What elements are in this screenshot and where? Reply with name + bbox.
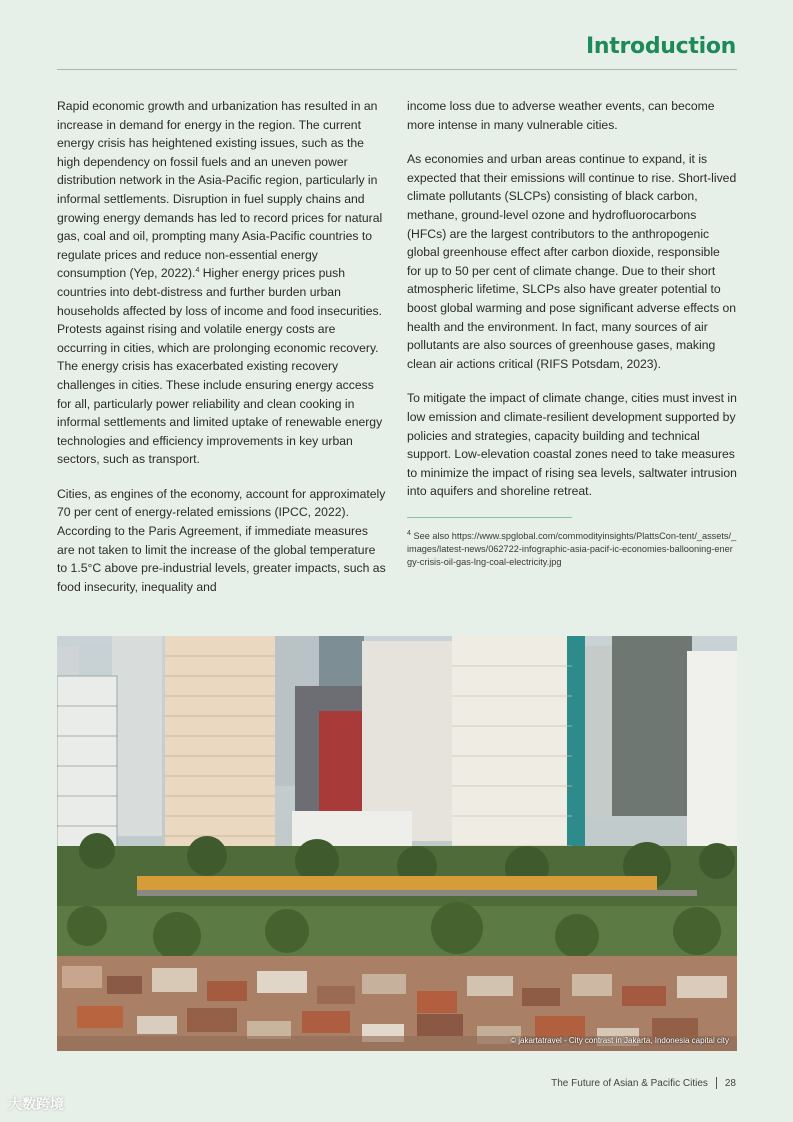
footnote — [407, 530, 737, 570]
city-photo — [57, 636, 737, 1051]
footnote-mark: 4 — [407, 529, 411, 537]
right-paragraph-3: To mitigate the impact of climate change, cities must invest in low emission and climate-resilient development supported by policies and strategies, capacity building and technical support. Low-elevation coastal zones need to take measures to minimize the impact of rising sea levels, saltwater intrusion into aquifers and shoreline retreat. — [407, 391, 737, 499]
page-number: 28 — [724, 1077, 736, 1089]
footnote-reference[interactable]: 4 — [195, 267, 200, 275]
publication-title: The Future of Asian & Pacific Cities — [551, 1077, 708, 1089]
header-divider — [57, 69, 737, 70]
left-paragraph-1b: Higher energy prices push countries into debt-distress and further burden urban households affected by loss of income and food insecurities. Protests against rising and volatile energy costs are occurring in cities, which are prolonging economic recovery. The energy crisis has exacerbated existing recovery challenges in cities. These include ensuring energy access for all, particularly power reliability and clean cooking in informal settlements and limited uptake of renewable energy technologies and efficiency improvements in key urban sectors, such as transport. — [57, 266, 383, 467]
right-column — [407, 97, 737, 569]
page-title: Introduction — [585, 34, 736, 59]
city-skyline-illustration — [57, 636, 737, 1051]
footnote-divider — [407, 517, 572, 518]
right-paragraph-2: As economies and urban areas continue to expand, it is expected that their emissions will continue to rise. Short-lived climate pollutants (SLCPs) consisting of black carbon, methane, ground-level ozone and hydrofluorocarbons (HFCs) are the largest contributors to the anthropogenic global greenhouse effect after carbon dioxide, responsible for up to 50 per cent of climate change. Due to their short atmospheric lifetime, SLCPs also have greater potential to boost global warming and pose significant adverse effects on health and the environment. In fact, many sources of air pollutants are also sources of greenhouse gases, making clean air actions critical (RIFS Potsdam, 2023). — [407, 152, 737, 371]
watermark-logo: 大数跨境 — [8, 1096, 64, 1112]
left-column — [57, 97, 387, 612]
page-footer — [551, 1077, 736, 1089]
footer-separator — [716, 1077, 717, 1089]
left-paragraph-1 — [57, 97, 387, 469]
left-paragraph-1a: Rapid economic growth and urbanization has resulted in an increase in demand for energy in the region. The current energy crisis has heightened existing issues, such as the high dependency on fossil fuels and an uneven power distribution network in the Asia-Pacific region, particularly in informal settlements. Disruption in fuel supply chains and growing energy demands has led to record prices for natural gas, coal and oil, prompting many Asia-Pacific countries to regulate prices and reduce non-essential energy consumption (Yep, 2022). — [57, 99, 383, 281]
left-paragraph-2: Cities, as engines of the economy, account for approximately 70 per cent of energy-related emissions (IPCC, 2022). According to the Paris Agreement, if immediate measures are not taken to limit the increase of the global temperature to 1.5°C above pre-industrial levels, greater impacts, such as food insecurity, inequality and — [57, 486, 386, 594]
footnote-text: See also https://www.spglobal.com/commodityinsights/PlattsCon-tent/_assets/_images/latest-news/062722-infographic-asia-pacif-ic-economies-ballooning-energy-crisis-oil-gas-lng-coal-electricity.jpg — [407, 530, 737, 568]
photo-credit: © jakartatravel - City contrast in Jakarta, Indonesia capital city — [510, 1036, 729, 1045]
right-paragraph-1: income loss due to adverse weather events, can become more intense in many vulnerable cities. — [407, 99, 715, 132]
